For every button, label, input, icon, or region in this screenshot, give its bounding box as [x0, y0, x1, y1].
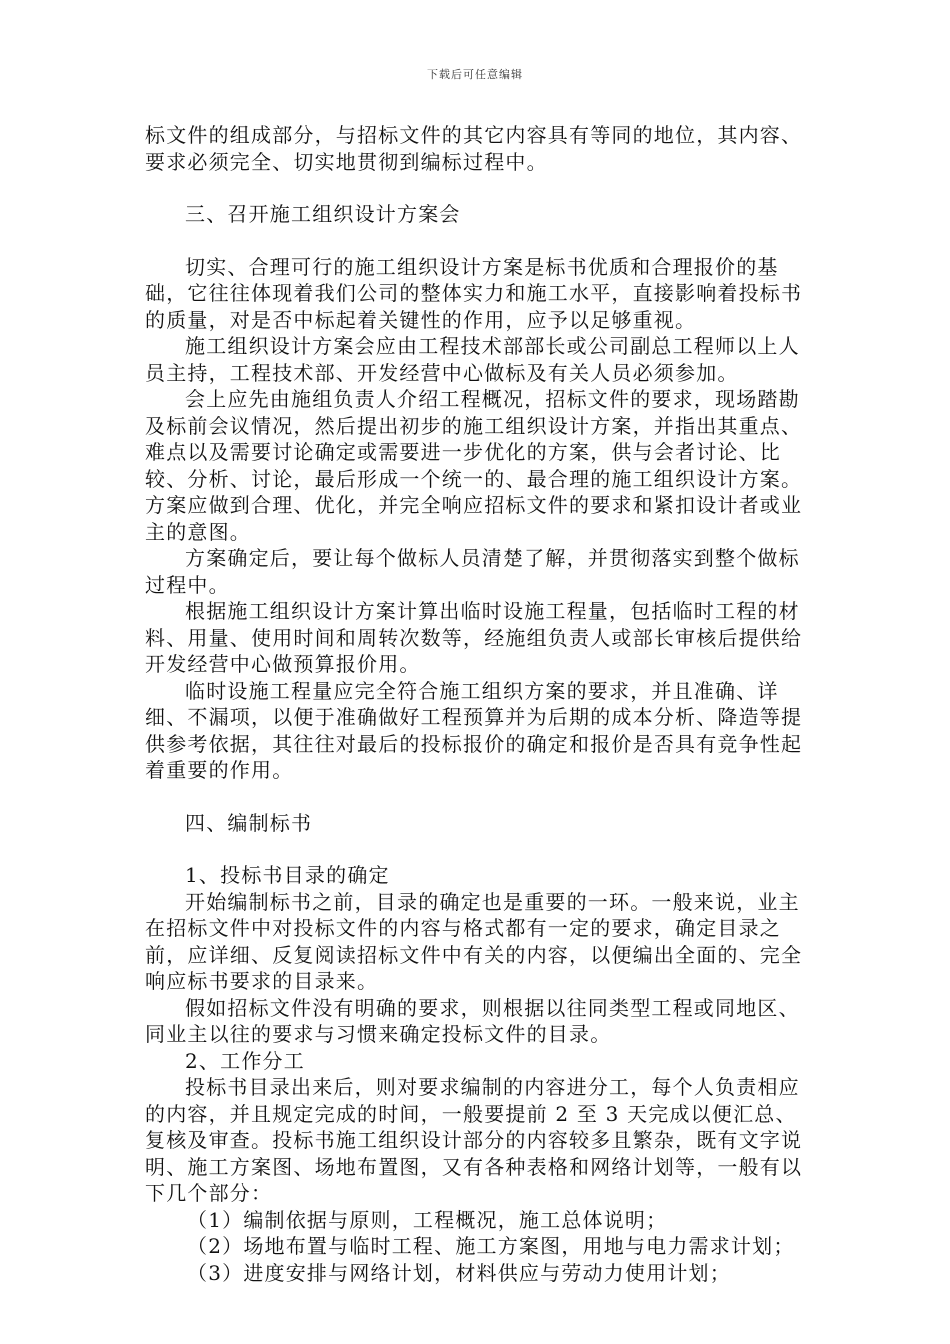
paragraph: 切实、合理可行的施工组织设计方案是标书优质和合理报价的基础，它往往体现着我们公司的整体实力和施工水平，直接影响着投标书的质量，对是否中标起着关键性的作用，应予以足够重视。: [145, 254, 803, 332]
subsection-heading: 2、工作分工: [185, 1048, 305, 1073]
section-heading-3: 三、召开施工组织设计方案会: [185, 202, 461, 226]
paragraph: 根据施工组织设计方案计算出临时设施工程量，包括临时工程的材料、用量、使用时间和周转次数等，经施组负责人或部长审核后提供给开发经营中心做预算报价用。: [145, 599, 803, 676]
list-item: （2）场地布置与临时工程、施工方案图，用地与电力需求计划；: [187, 1234, 795, 1258]
list-item: （3）进度安排与网络计划，材料供应与劳动力使用计划；: [187, 1260, 731, 1285]
document-body: [145, 122, 815, 1286]
list-item: （1）编制依据与原则，工程概况，施工总体说明；: [187, 1207, 668, 1232]
page-header: 下载后可任意编辑: [427, 68, 523, 81]
paragraph: 开始编制标书之前，目录的确定也是重要的一环。一般来说，业主在招标文件中对投标文件的内容与格式都有一定的要求，确定目录之前，应详细、反复阅读招标文件中有关的内容，以便编出全面的、完全响应标书要求的目录来。: [145, 889, 803, 993]
section-heading-4: 四、编制标书: [185, 810, 313, 835]
paragraph: 会上应先由施组负责人介绍工程概况，招标文件的要求，现场踏勘及标前会议情况，然后提出初步的施工组织设计方案，并指出其重点、难点以及需要讨论确定或需要进一步优化的方案，供与会者讨论、比较、分析、讨论，最后形成一个统一的、最合理的施工组织设计方案。方案应做到合理、优化，并完全响应招标文件的要求和紧扣设计者或业主的意图。: [145, 387, 803, 544]
paragraph: 临时设施工程量应完全符合施工组织方案的要求，并且准确、详细、不漏项，以便于准确做好工程预算并为后期的成本分析、降造等提供参考依据，其往往对最后的投标报价的确定和报价是否具有竞争性起着重要的作用。: [145, 678, 803, 782]
paragraph: 方案确定后，要让每个做标人员清楚了解，并贯彻落实到整个做标过程中。: [145, 546, 800, 597]
paragraph: 假如招标文件没有明确的要求，则根据以往同类型工程或同地区、同业主以往的要求与习惯来确定投标文件的目录。: [145, 995, 800, 1046]
paragraph: 投标书目录出来后，则对要求编制的内容进分工，每个人负责相应的内容，并且规定完成的时间，一般要提前 2 至 3 天完成以便汇总、复核及审查。投标书施工组织设计部分的内容较多且繁杂，既有文字说明、施工方案图、场地布置图，又有各种表格和网络计划等，一般有以下几个部分：: [145, 1075, 803, 1205]
paragraph-continuation: 标文件的组成部分，与招标文件的其它内容具有等同的地位，其内容、要求必须完全、切实地贯彻到编标过程中。: [145, 123, 803, 174]
paragraph: 施工组织设计方案会应由工程技术部部长或公司副总工程师以上人员主持，工程技术部、开发经营中心做标及有关人员必须参加。: [145, 334, 800, 385]
subsection-heading: 1、投标书目录的确定: [185, 863, 390, 887]
